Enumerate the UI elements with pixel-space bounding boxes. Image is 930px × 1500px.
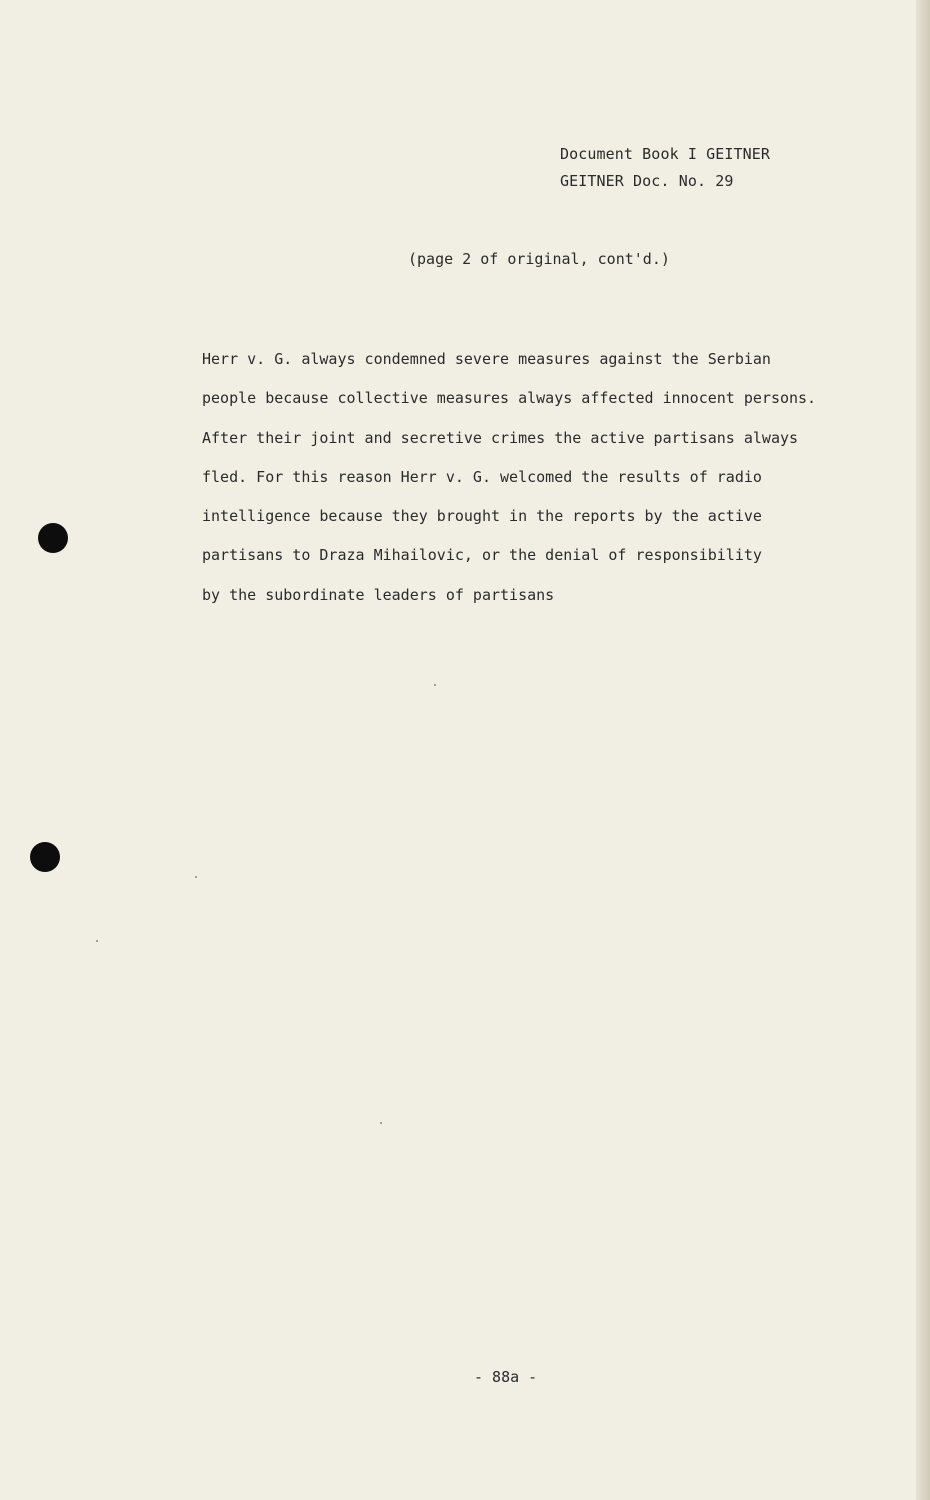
body-line: people because collective measures always affected innocent persons. bbox=[202, 389, 817, 408]
page-continuation-note: (page 2 of original, cont'd.) bbox=[408, 250, 670, 268]
body-line: by the subordinate leaders of partisans bbox=[202, 585, 555, 604]
body-paragraph bbox=[202, 340, 892, 615]
paper-speck bbox=[434, 684, 436, 686]
paper-edge bbox=[916, 0, 930, 1500]
body-line: Herr v. G. always condemned severe measures against the Serbian bbox=[202, 350, 771, 368]
punch-hole bbox=[38, 523, 68, 553]
body-line: partisans to Draza Mihailovic, or the denial of responsibility bbox=[202, 546, 762, 565]
document-header bbox=[560, 141, 770, 195]
paper-speck bbox=[380, 1122, 382, 1124]
paper-speck bbox=[195, 876, 197, 878]
body-line: fled. For this reason Herr v. G. welcomed the results of radio bbox=[202, 467, 762, 486]
paper-speck bbox=[96, 940, 98, 942]
document-book-label: Document Book I GEITNER bbox=[560, 145, 771, 163]
page-number: - 88a - bbox=[474, 1368, 538, 1386]
document-number-label: GEITNER Doc. No. 29 bbox=[560, 172, 734, 190]
body-line: intelligence because they brought in the reports by the active bbox=[202, 507, 762, 526]
punch-hole bbox=[30, 842, 60, 872]
body-line: After their joint and secretive crimes the active partisans always bbox=[202, 428, 799, 447]
